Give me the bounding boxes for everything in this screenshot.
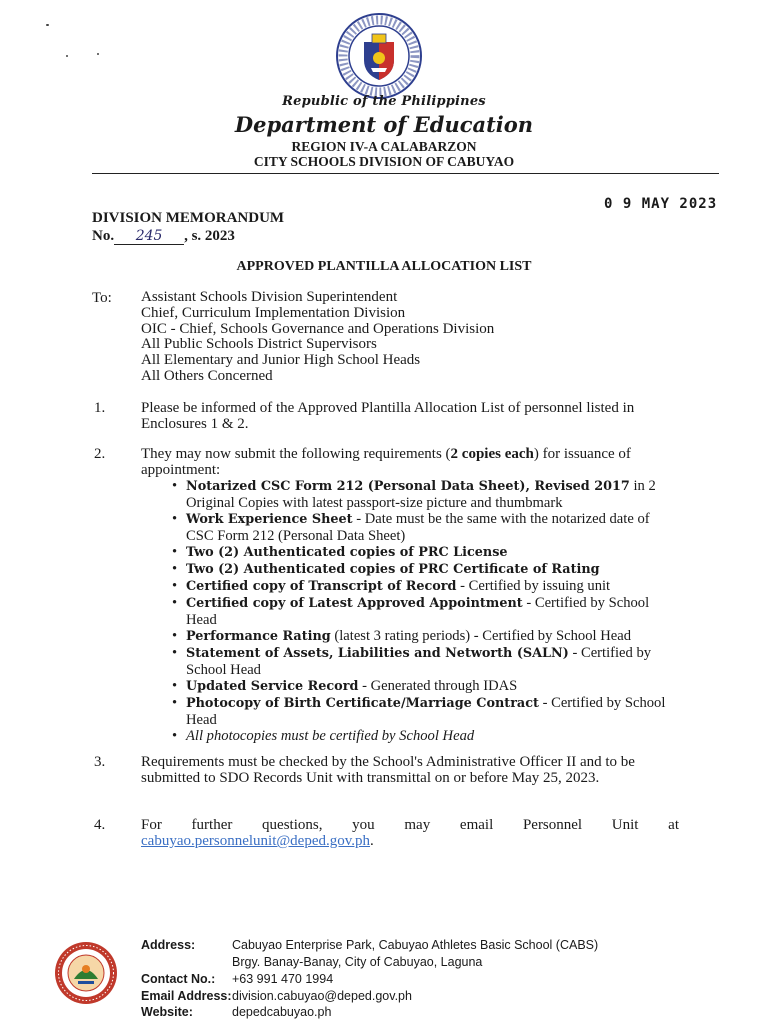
paragraph-2-text: They may now submit the following requirements ( (141, 446, 451, 462)
sdo-cabuyao-seal-icon (54, 941, 118, 1005)
recipient-item: OIC - Chief, Schools Governance and Operations Division (141, 320, 495, 337)
requirement-title: Certified copy of Transcript of Record (186, 579, 457, 594)
footer-address-line1: Cabuyao Enterprise Park, Cabuyao Athletes Basic School (CABS) (232, 938, 599, 952)
footer-address-label: Address: (141, 938, 196, 952)
list-item (170, 628, 680, 645)
paragraph-2-emphasis: 2 copies each (450, 446, 534, 462)
requirement-detail: - Date must be the same with the notarized date of CSC Form 212 (Personal Data Sheet) (186, 511, 650, 544)
footer-contact-number: +63 991 470 1994 (232, 972, 334, 986)
list-item (170, 511, 680, 544)
requirements-list (170, 478, 680, 744)
paragraph-4-period: . (370, 833, 374, 849)
paragraph-number: 1. (94, 400, 106, 416)
footer-website: depedcabuyao.ph (232, 1005, 332, 1019)
region-heading: REGION IV-A CALABARZON (291, 139, 477, 154)
memo-number-line (92, 228, 235, 245)
requirement-title: Performance Rating (186, 629, 331, 644)
recipient-item: Chief, Curriculum Implementation Division (141, 304, 406, 321)
list-item (170, 728, 680, 744)
list-item (170, 695, 680, 728)
memo-type: DIVISION MEMORANDUM (92, 210, 285, 226)
requirement-detail: - Certified by School Head (186, 695, 666, 728)
list-item (170, 544, 680, 561)
scan-speck (66, 55, 68, 57)
requirement-title: Certified copy of Latest Approved Appointment (186, 596, 523, 611)
requirement-detail: - Certified by issuing unit (456, 578, 611, 594)
paragraph-number: 4. (94, 817, 106, 833)
paragraph-number: 2. (94, 446, 106, 462)
recipient-item: All Public Schools District Supervisors (141, 336, 377, 353)
requirement-detail: - Certified by School Head (186, 595, 650, 628)
paragraph-number: 3. (94, 754, 106, 770)
deped-seal-icon (335, 12, 423, 100)
to-label: To: (92, 290, 112, 306)
date-stamp: 0 9 MAY 2023 (604, 196, 718, 212)
requirement-title: Notarized CSC Form 212 (Personal Data Sheet), Revised 2017 (186, 479, 630, 494)
requirement-detail: - Certified by School Head (186, 645, 652, 678)
recipient-list (141, 290, 494, 385)
list-item (170, 561, 680, 578)
footer-contact-label: Contact No.: (141, 972, 216, 986)
paragraph-4-text: For further questions, you may email Personnel Unit at (141, 817, 679, 833)
paragraph-1: Please be informed of the Approved Plantilla Allocation List of personnel listed in Enclosures 1 & 2. (141, 400, 635, 432)
list-item (170, 595, 680, 628)
requirement-title: Two (2) Authenticated copies of PRC Certificate of Rating (186, 562, 600, 577)
scan-speck (97, 53, 99, 55)
requirement-title: Updated Service Record (186, 679, 359, 694)
footer-email-label: Email Address: (141, 989, 232, 1003)
requirement-title: Two (2) Authenticated copies of PRC License (186, 545, 508, 560)
footer-email: division.cabuyao@deped.gov.ph (232, 989, 412, 1003)
header-divider (92, 173, 719, 174)
requirement-detail: in 2 Original Copies with latest passport-size picture and thumbmark (186, 478, 656, 511)
memo-number: 245 (114, 228, 184, 245)
requirement-title: Photocopy of Birth Certificate/Marriage Contract (186, 696, 539, 711)
requirements-note: All photocopies must be certified by School Head (186, 728, 475, 744)
footer-address-line2: Brgy. Banay-Banay, City of Cabuyao, Laguna (232, 955, 483, 969)
paragraph-2-text-end: ) for issuance of appointment: (141, 446, 631, 478)
division-heading: CITY SCHOOLS DIVISION OF CABUYAO (253, 154, 515, 169)
footer-website-label: Website: (141, 1005, 193, 1019)
scan-speck (46, 24, 49, 26)
recipient-item: All Elementary and Junior High School Heads (141, 352, 421, 369)
memo-number-label: No. (92, 228, 115, 244)
republic-heading: Republic of the Philippines (282, 94, 486, 109)
requirement-detail: (latest 3 rating periods) - Certified by School Head (330, 628, 632, 644)
requirement-detail: - Generated through IDAS (358, 678, 518, 694)
list-item (170, 645, 680, 678)
recipient-item: All Others Concerned (141, 367, 273, 384)
memo-series: , s. 2023 (184, 228, 235, 244)
personnel-email-link[interactable]: cabuyao.personnelunit@deped.gov.ph (141, 833, 371, 849)
list-item (170, 578, 680, 595)
memo-title: APPROVED PLANTILLA ALLOCATION LIST (236, 259, 532, 274)
list-item (170, 478, 680, 511)
requirement-title: Work Experience Sheet (186, 512, 353, 527)
paragraph-3: Requirements must be checked by the School's Administrative Officer II and to be submitted to SDO Records Unit with transmittal on or before May 25, 2023. (141, 754, 635, 786)
paragraph-2 (141, 446, 679, 478)
paragraph-4 (141, 817, 679, 849)
requirement-title: Statement of Assets, Liabilities and Networth (SALN) (186, 646, 569, 661)
department-heading: Department of Education (234, 112, 534, 137)
list-item (170, 678, 680, 695)
recipient-item: Assistant Schools Division Superintendent (141, 289, 398, 305)
